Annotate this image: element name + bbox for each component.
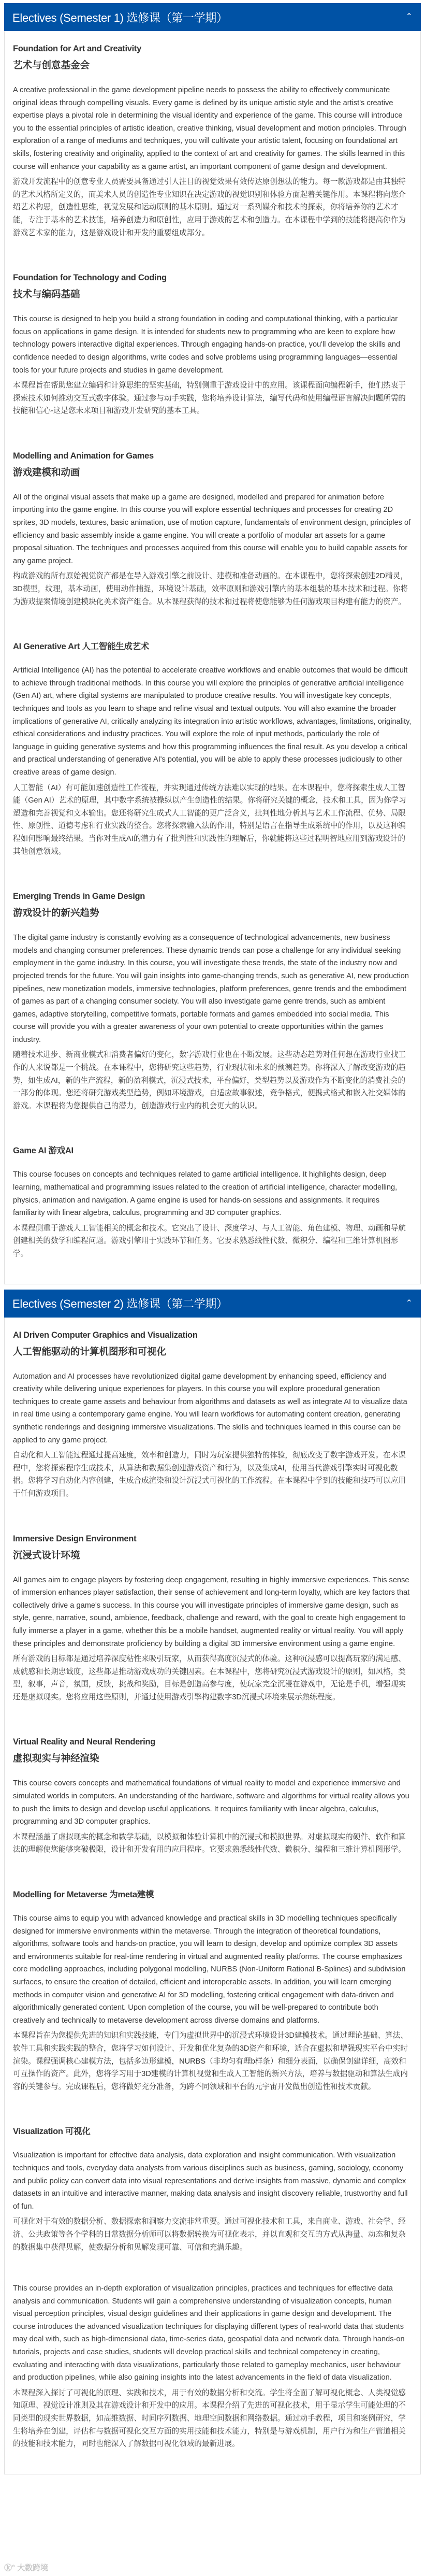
course-title: Visualization 可视化	[13, 2127, 91, 2137]
accordion-header[interactable]	[4, 1290, 421, 1318]
course-item	[13, 42, 412, 239]
course-description: Automation and AI processes have revolutionized digital game development by enhancing speed, efficiency and creativity while delivering unique experiences for players. In this course you will explore procedural generation techniques to create game assets and behaviour from algorithms and datasets as well as integrate AI to visualize data in real time using a contemporary game engine. You will learn workflows for automating content creation, generating synthetic renderings and designing immersive visualizations. The skills and techniques learned in this course can be applied to any game project.	[13, 1372, 407, 1444]
course-description: This course focuses on concepts and techniques related to game artificial intelligence. It highlights design, deep learning, mathematical and programming issues related to the creation of artificial intelligence, character modelling, physics, animation and navigation. A game engine is used for hands-on sessions and assignments. It requires familiarity with linear algebra, calculus, programming and 3D computer graphics.	[13, 1170, 398, 1218]
course-item	[13, 450, 412, 608]
course-title-zh: 人工智能驱动的计算机图形和可视化	[13, 1346, 167, 1357]
course-title: Foundation for Technology and Coding	[13, 273, 167, 283]
course-item	[13, 1533, 412, 1704]
course-description: Artificial Intelligence (AI) has the potential to accelerate creative workflows and enable outcomes that would be difficult to achieve through traditional methods. In this course you will explore the principles of generative artificial intelligence (Gen AI) art, where digital systems are manipulated to produce creative results. You will investigate key concepts, techniques and tools as you learn to shape and refine visual and textual outputs. You will also examine the broader implications of generative AI, critically analyzing its integration into artistic workflows, advantages, limitations, originality, ethical considerations and industry practices. You will explore the role of input methods, particularly the role of language in guiding generative systems and how this programming influences the final result. As you develop a critical and practical understanding of generative AI's potential, you will be able to apply these processes judiciously to other creative areas of game design.	[13, 666, 412, 777]
course-title-zh: 虚拟现实与神经渲染	[13, 1753, 99, 1764]
course-item	[13, 640, 412, 858]
course-description: This course provides an in-depth exploration of visualization principles, practices and techniques for effective data analysis and communication. Students will gain a comprehensive understanding of visualization concepts, human visual perception principles, visual design guidelines and their applications in game design and development. The course introduces the advanced visualization techniques for displaying different types of real-world data that students may deal with, such as high-dimensional data, time-series data, geospatial data and network data. Through hands-on tutorials, projects and case studies, students will develop practical skills and technical competency in creating, evaluating and interacting with data visualizations, particularly those related to gameplay mechanics, user behaviour and production pipelines, while also gaining insights into the latest advancements in the field of data visualization.	[13, 2284, 405, 2382]
watermark	[4, 2562, 48, 2573]
spacer	[13, 2256, 412, 2282]
watermark-logo-icon: ⓚ°	[4, 2564, 15, 2572]
course-item	[13, 1329, 412, 1500]
course-item	[13, 271, 412, 418]
course-item	[13, 1736, 412, 1856]
accordion-header[interactable]	[4, 3, 421, 31]
course-description: 随着技术进步、新商业模式和消费者偏好的变化，数字游戏行业也在不断发展。这些动态趋势对任何想在游戏行业找工作的人来说都是一个挑战。在本课程中，您将研究这些趋势，行业现状和未来的预测趋势。你将深入了解改变游戏的趋势，如生成AI，新的生产流程，新的盈利模式，沉浸式技术，平台偏好，类型趋势以及游戏作为不断变化的消费社会的一部分的体现。您还将研究游戏类型趋势，例如环境游戏，自适应故事叙述，竞争格式，便携式格式和嵌入社交媒体的游戏。本课程将为您提供自己的潜力，创造游戏行业内的机会更大的认识。	[13, 1051, 406, 1110]
course-title-zh: 沉浸式设计环境	[13, 1549, 80, 1561]
course-description: 人工智能（AI）有可能加速创造性工作流程，并实现通过传统方法难以实现的结果。在本课程中，您将探索生成人工智能（Gen AI）艺术的原理，其中数字系统被操纵以产生创造性的结果。你将研究关键的概念，技术和工具，因为你学习塑造和完善视觉和文本输出。您还将研究生成式人工智能的更广泛含义，批判性地分析其与艺术工作流程、优势、局限性、原创性、道德考虑和行业实践的整合。您将探索输入法的作用，特别是语言在指导生成系统中的作用，以及这种编程如何影响最终结果。当你对生成AI的潜力有了批判性和实践性的理解后，你就能将这些过程明智地应用到游戏设计的其他创意领域。	[13, 783, 406, 856]
course-description: 本课程涵盖了虚拟现实的概念和数学基础，以模拟和体验计算机中的沉浸式和模拟世界。对虚拟现实的硬件、软件和算法的理解使您能够突破极限，设计和开发有用的应用程序。它要求熟悉线性代数、微积分、编程和三维计算机图形学。	[13, 1833, 406, 1854]
course-title: AI Driven Computer Graphics and Visualization	[13, 1330, 198, 1340]
course-title: Immersive Design Environment	[13, 1534, 137, 1543]
course-title: Emerging Trends in Game Design	[13, 892, 145, 901]
course-description: 自动化和人工智能过程通过提高速度，效率和创造力，同时为玩家提供独特的体验，彻底改变了数字游戏开发。在本课程中，您将探索程序生成技术，从算法和数据集创建游戏资产和行为，以及集成AI，使用当代游戏引擎实时可视化数据。您将学习自动化内容创建，生成合成渲染和设计沉浸式可视化的工作流程。在本课程中学到的技能和技巧可以应用于任何游戏项目。	[13, 1451, 406, 1498]
chevron-up-icon[interactable]: ⌃	[405, 1298, 413, 1308]
accordion-title: Electives (Semester 1) 选修课（第一学期）	[12, 11, 228, 24]
course-title-zh: 艺术与创意基金会	[13, 60, 90, 70]
course-description: 本课程旨在为您提供先进的知识和实践技能，专门为虚拟世界中的沉浸式环境设计3D建模技术。通过理论基础、算法、软件工具和实践实践的整合，您将学习如何设计、开发和优化复杂的3D资产和环境，适合在虚拟和增强现实平台中实时渲染。课程强调核心建模方法，包括多边形建模，NURBS（非均匀有理b样条）和细分表面，以确保创建详细，高效和可互操作的资产。此外，您将学习用于3D建模的计算机视觉和生成人工智能的新兴方法，培养与数据驱动和算法生成内容的关键参与。完成课程后，您将做好充分准备，为跨不同领域和平台的元宇宙开发做出创造性和技术贡献。	[13, 2031, 408, 2091]
course-description: All of the original visual assets that make up a game are designed, modelled and prepared for animation before importing into the game engine. In this course you will explore essential techniques and processes for creating 2D sprites, 3D models, textures, basic animation, use of motion capture, fundamentals of environment design, principles of efficiency and basic assembly inside a game engine. You will create a portfolio of modular art assets for a game proposal situation. The techniques and processes acquired from this course will enable you to build capable assets for any game project.	[13, 493, 411, 565]
course-description: A creative professional in the game development pipeline needs to possess the ability to effectively communicate original ideas through compelling visuals. Every game is defined by its unique artistic style and the artist's creative expertise plays a pivotal role in determining the visual identity and experience of the game. This course will introduce you to the essential principles of artistic ideation, creative thinking, visual development and motion principles. Through exploration of a range of mediums and techniques, you will cultivate your artistic talent, focusing on foundational art skills, fostering creativity and originality, applied to the context of art and creativity for games. The skills learned in this course will enhance your capability as a game artist, an important component of game design and development.	[13, 86, 406, 171]
course-title: AI Generative Art 人工智能生成艺术	[13, 642, 149, 652]
course-title-zh: 游戏设计的新兴趋势	[13, 907, 99, 919]
chevron-up-icon[interactable]: ⌃	[405, 12, 413, 21]
accordion-body	[4, 31, 421, 1284]
course-description: 本课程旨在帮助您建立编码和计算思维的坚实基础，特别侧重于游戏设计中的应用。该课程面向编程新手，他们热衷于探索技术如何推动交互式数字体验。通过参与动手实践，您将培养设计算法，编写代码和使用编程语言解决问题所需的技能和信心-这是您未来项目和游戏开发研究的基本工具。	[13, 381, 406, 416]
course-description: 游戏开发流程中的创意专业人员需要具备通过引人注目的视觉效果有效传达原创想法的能力。每一款游戏都是由其独特的艺术风格所定义的，而美术人员的创造性专业知识在决定游戏的视觉识别和体验方面起着关键作用。本课程将向您介绍艺术构思，创造性思维，视觉发展和运动原则的基本原则。通过对一系列媒介和技术的探索，你将培养你的艺术才能，专注于基本的艺术技能，培养创造力和原创性，应用于游戏的艺术和创造力。在本课程中学到的技能将提高你作为游戏艺术家的能力，这是游戏设计和开发的重要组成部分。	[13, 178, 406, 237]
course-title: Game AI 游戏AI	[13, 1146, 74, 1156]
course-description: This course covers concepts and mathematical foundations of virtual reality to model and experience immersive and simulated worlds in computers. An understanding of the hardware, software and algorithms for virtual reality allows you to push the limits to design and develop useful applications. It requires familiarity with linear algebra, calculus, programming and 3D computer graphics.	[13, 1779, 409, 1826]
course-description: This course aims to equip you with advanced knowledge and practical skills in 3D modelling techniques specifically designed for immersive environments within the metaverse. Through the integration of theoretical foundations, algorithms, software tools and hands-on practice, you will learn to design, develop and optimize complex 3D assets and environments suitable for real-time rendering in virtual and augmented reality platforms. The course emphasizes core modelling approaches, including polygonal modelling, NURBS (Non-Uniform Rational B-Splines) and subdivision surfaces, to ensure the creation of detailed, efficient and interoperable assets. In addition, you will learn emerging methods in computer vision and generative AI for 3D modelling, fostering critical engagement with data-driven and algorithmically generated content. Upon completion of the course, you will be well-prepared to contribute both creatively and technically to metaverse development across diverse domains and platforms.	[13, 1914, 406, 2025]
accordion-body	[4, 1318, 421, 2474]
course-description: 可视化对于有效的数据分析、数据探索和洞察力交流非常重要。通过可视化技术和工具，来自商业、游戏、社会学、经济、公共政策等各个学科的日常数据分析师可以将数据转换为可视化表示，并以直观和交互的方式从海量、动态和复杂的数据集中获得见解，使数据分析和见解发现可靠、可信和充满乐趣。	[13, 2217, 406, 2252]
course-title: Virtual Reality and Neural Rendering	[13, 1737, 155, 1747]
course-description: The digital game industry is constantly evolving as a consequence of technological advancements, new business models and changing consumer preferences. These dynamic trends can pose a challenge for any individual seeking employment in the game industry. In this course, you will investigate these trends, the state of the industry now and projected trends for the future. You will gain insights into game-changing trends, such as generative AI, new production pipelines, new monetization models, immersive technologies, platform preferences, genre trends and the embodiment of games as part of a changing consumer society. You will also investigate game genre trends, such as ambient games, adaptive storytelling, competitive formats, portable formats and games embedded into social media. This course will provide you with a greater awareness of your own potential to create opportunities within the games industry.	[13, 934, 409, 1044]
course-description: 本课程深入探讨了可视化的原理、实践和技术，用于有效的数据分析和交流。学生将全面了解可视化概念、人类视觉感知原理、视觉设计准则及其在游戏设计和开发中的应用。本课程介绍了先进的可视化技术，用于显示学生可能处理的不同类型的现实世界数据，如高维数据、时间序列数据、地理空间数据和网络数据。通过动手教程，项目和案例研究，学生将培养在创建，评估和与数据可视化交互方面的实用技能和技术能力，特别是与游戏机制，用户行为和生产管道相关的技能和技术能力，同时也能深入了解数据可视化领域的最新进展。	[13, 2388, 406, 2449]
accordion-panel-semester-2	[4, 1290, 421, 2474]
course-item	[13, 1888, 412, 2093]
watermark-text: 大数跨境	[17, 2564, 49, 2572]
course-item	[13, 890, 412, 1112]
course-description: 本课程侧重于游戏人工智能相关的概念和技术。它突出了设计、深度学习、与人工智能、角色建模、物理、动画和导航创建相关的数学和编程问题。游戏引擎用于实践环节和任务。它要求熟悉线性代数、微积分、编程和三维计算机图形学。	[13, 1224, 406, 1258]
course-title: Foundation for Art and Creativity	[13, 44, 141, 53]
course-title: Modelling and Animation for Games	[13, 451, 154, 461]
accordion-title: Electives (Semester 2) 选修课（第二学期）	[12, 1297, 228, 1311]
course-description: 所有游戏的目标都是通过培养深度粘性来吸引玩家，从而获得高度沉浸式的体验。这种沉浸感可以提高玩家的满足感、成就感和长期忠诚度，这些都是推动游戏成功的关键因素。在本课程中，您将研究沉浸式游戏设计的原则，如风格，类型，叙事，声音，氛围，反馈，挑战和奖励，目标是创造高参与度，使玩家完全沉浸在游戏中，无论是手机，增强现实还是虚拟现实。您将应用这些原则，并通过使用游戏引擎构建数字3D沉浸式环境来展示熟练程度。	[13, 1655, 406, 1701]
course-description: All games aim to engage players by fostering deep engagement, resulting in highly immersive experiences. This sense of immersion enhances player satisfaction, their sense of achievement and long-term loyalty, which are key factors that collectively drive a game's success. In this course you will investigate principles of immersive game design, such as style, genre, narrative, sound, ambience, feedback, challenge and reward, with the goal to create high engagement to fully immerse a player in a game, whether this be a mobile handset, augmented reality or virtual reality. You will apply these principles and demonstrate proficiency by building a digital 3D immersive environment using a game engine.	[13, 1576, 410, 1648]
course-title: Modelling for Metaverse 为meta建模	[13, 1890, 154, 1900]
course-title-zh: 技术与编码基础	[13, 289, 80, 300]
course-description: Visualization is important for effective data analysis, data exploration and insight communication. With visualization techniques and tools, everyday data analysts from various disciplines such as business, gaming, sociology, economy and public policy can convert data into visual representations and derive insights from massive, dynamic and complex datasets in an intuitive and interactive manner, making data analysis and insight discovery reliable, trustworthy and full of fun.	[13, 2151, 408, 2211]
course-title-zh: 游戏建模和动画	[13, 466, 80, 478]
course-item	[13, 1144, 412, 1260]
course-description: 构成游戏的所有原始视觉资产都是在导入游戏引擎之前设计、建模和准备动画的。在本课程中，您将探索创建2D精灵，3D模型，纹理，基本动画，使用动作捕捉，环境设计基础，效率原则和游戏引擎内的基本组装的基本技术和过程。你将为游戏提案情境创建模块化美术资产组合。从本课程获得的技术和过程将使您能够为任何游戏项目构建有能力的资产。	[13, 572, 408, 606]
course-item	[13, 2125, 412, 2450]
course-description: This course is designed to help you build a strong foundation in coding and computational thinking, with a particular focus on applications in game design. It is intended for students new to programming who are keen to explore how technology powers interactive digital experiences. Through engaging hands-on practice, you'll develop the skills and confidence needed to design algorithms, write codes and solve problems using programming languages—essential tools for your future projects and studies in game development.	[13, 315, 401, 375]
accordion-panel-semester-1	[4, 3, 421, 1284]
